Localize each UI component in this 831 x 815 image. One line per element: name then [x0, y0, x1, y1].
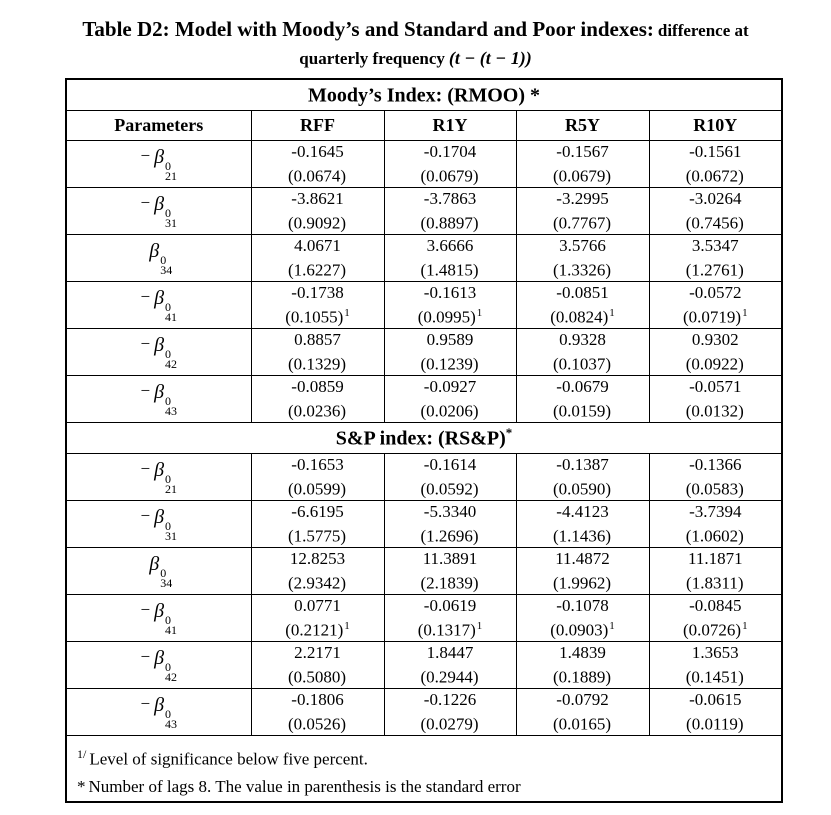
estimate-cell	[384, 375, 516, 422]
beta-symbol: β	[149, 240, 160, 262]
estimate-cell	[649, 547, 782, 594]
footnotes	[66, 735, 782, 802]
table-title	[0, 0, 831, 73]
std-error: (2.1839)	[420, 573, 479, 593]
coefficient: -0.1561	[689, 141, 742, 161]
std-error: (1.9962)	[552, 573, 612, 593]
coefficient: -0.0572	[689, 282, 742, 302]
section-header-row-sp	[66, 422, 782, 453]
coefficient: -4.4123	[556, 501, 609, 521]
table-row-sp-b34	[66, 547, 782, 594]
estimate-cell	[384, 187, 516, 234]
col-header-r1y: R1Y	[384, 110, 516, 140]
beta-indices: 0 31	[165, 206, 178, 230]
estimate-cell	[649, 641, 782, 688]
std-error: (0.0674)	[287, 166, 347, 186]
std-error: (0.5080)	[287, 667, 347, 687]
estimate-cell	[516, 187, 649, 234]
param-label-b43	[66, 375, 251, 422]
estimate-cell	[384, 547, 516, 594]
results-table	[65, 78, 783, 803]
std-error: (1.5775)	[287, 526, 347, 546]
std-error: (0.0206)	[420, 401, 479, 421]
significance-marker: 1	[344, 619, 350, 632]
beta-symbol: β	[154, 334, 165, 356]
estimate-cell	[251, 547, 384, 594]
footnote-marker: 1/	[77, 746, 87, 761]
coefficient: -0.1653	[291, 454, 344, 474]
std-error: (0.1451)	[685, 667, 744, 687]
beta-symbol: β	[149, 553, 160, 575]
beta-symbol: β	[154, 146, 165, 168]
coefficient: 1.4839	[559, 642, 606, 662]
estimate-cell	[251, 187, 384, 234]
beta-symbol: β	[154, 193, 165, 215]
estimate-cell	[251, 140, 384, 187]
beta-indices: 0 31	[165, 519, 178, 543]
title-main-text: Table D2: Model with Moody’s and Standard and Poor indexes:	[82, 17, 654, 41]
std-error: (0.0599)	[287, 479, 347, 499]
estimate-cell	[649, 594, 782, 641]
estimate-cell	[649, 328, 782, 375]
footnote-lags: * Number of lags 8. The value in parenthesis is the standard error	[77, 777, 521, 797]
coefficient: -3.2995	[556, 188, 609, 208]
coefficient: -0.1738	[291, 282, 344, 302]
footnote-marker: *	[77, 777, 86, 797]
std-error: $(0.2121)^1$	[285, 619, 350, 640]
param-label-b42	[66, 328, 251, 375]
significance-marker: 1	[609, 306, 615, 319]
estimate-cell	[251, 328, 384, 375]
std-error: (0.0922)	[685, 354, 744, 374]
coefficient: -5.3340	[423, 501, 477, 521]
std-error: (0.1239)	[420, 354, 479, 374]
std-error: (1.1436)	[552, 526, 612, 546]
std-error: (0.1037)	[552, 354, 612, 374]
std-error: (0.0159)	[552, 401, 612, 421]
std-error: $(0.0726)^1$	[682, 619, 748, 640]
coefficient: -0.1567	[556, 141, 609, 161]
param-label-b21	[66, 140, 251, 187]
title-line2-text: quarterly frequency	[299, 49, 445, 68]
coefficient: -0.0845	[689, 595, 742, 615]
coefficient: 3.5766	[559, 235, 606, 255]
coefficient: 3.5347	[691, 235, 739, 255]
beta-indices: 0 43	[165, 707, 178, 731]
col-header-r5y: R5Y	[516, 110, 649, 140]
estimate-cell	[649, 500, 782, 547]
coefficient: -6.6195	[291, 501, 344, 521]
std-error: $(0.0903)^1$	[550, 619, 615, 640]
estimate-cell	[516, 234, 649, 281]
section-header-row-moodys	[66, 79, 782, 110]
estimate-cell	[384, 281, 516, 328]
std-error: (0.1329)	[287, 354, 347, 374]
std-error: (0.9092)	[287, 213, 347, 233]
coefficient: 1.8447	[426, 642, 474, 662]
std-error: (0.0592)	[420, 479, 479, 499]
beta-symbol: β	[154, 381, 165, 403]
estimate-cell	[649, 375, 782, 422]
estimate-cell	[251, 594, 384, 641]
significance-marker: 1	[609, 619, 615, 632]
estimate-cell	[516, 140, 649, 187]
minus-sign: −	[140, 193, 151, 212]
std-error: (0.0119)	[686, 714, 744, 734]
coefficient: -0.0615	[689, 689, 742, 709]
param-label-b31	[66, 187, 251, 234]
std-error: (0.7767)	[552, 213, 612, 233]
std-error: $(0.0824)^1$	[550, 306, 615, 327]
coefficient: 11.1871	[687, 548, 743, 568]
param-label-b34	[66, 234, 251, 281]
estimate-cell	[384, 500, 516, 547]
std-error: (0.0590)	[552, 479, 612, 499]
estimate-cell	[516, 594, 649, 641]
std-error: $(0.0995)^1$	[417, 306, 483, 327]
minus-sign: −	[140, 459, 151, 478]
coefficient: -0.1806	[291, 689, 344, 709]
estimate-cell	[649, 281, 782, 328]
beta-symbol: β	[154, 459, 165, 481]
std-error: (1.3326)	[552, 260, 612, 280]
beta-indices: 0 21	[165, 159, 178, 183]
estimate-cell	[251, 375, 384, 422]
minus-sign: −	[140, 287, 151, 306]
estimate-cell	[649, 234, 782, 281]
coefficient: -3.7394	[689, 501, 742, 521]
std-error: (1.4815)	[420, 260, 479, 280]
table-row-sp-b21	[66, 453, 782, 500]
std-error: $(0.1055)^1$	[285, 306, 350, 327]
table-row-sp-b41	[66, 594, 782, 641]
coefficient: 4.0671	[294, 235, 341, 255]
coefficient: 0.0771	[294, 595, 341, 615]
table-row-sp-b42	[66, 641, 782, 688]
minus-sign: −	[140, 146, 151, 165]
title-line-2	[0, 45, 831, 73]
coefficient: 0.9302	[691, 329, 739, 349]
table-row-sp-b31	[66, 500, 782, 547]
coefficient: -0.0851	[556, 282, 609, 302]
estimate-cell	[384, 140, 516, 187]
table-row-moodys-b34	[66, 234, 782, 281]
std-error: (0.0236)	[287, 401, 347, 421]
coefficient: 12.8253	[289, 548, 346, 568]
estimate-cell	[649, 187, 782, 234]
coefficient: -0.1387	[556, 454, 609, 474]
coefficient: -0.1078	[556, 595, 609, 615]
beta-symbol: β	[154, 694, 165, 716]
std-error: (0.2944)	[420, 667, 479, 687]
estimate-cell	[516, 547, 649, 594]
std-error: (1.6227)	[287, 260, 347, 280]
beta-indices: 0 21	[165, 472, 178, 496]
coefficient: -0.0927	[423, 376, 477, 396]
std-error: (0.1889)	[552, 667, 612, 687]
significance-marker: 1	[476, 306, 483, 319]
std-error: (1.2761)	[685, 260, 744, 280]
coefficient: -0.1366	[689, 454, 742, 474]
coefficient: -0.0571	[689, 376, 742, 396]
beta-indices: 0 41	[165, 613, 178, 637]
std-error: (0.0679)	[552, 166, 612, 186]
col-header-r10y: R10Y	[649, 110, 782, 140]
title-math-expression: (t − (t − 1))	[448, 48, 532, 68]
estimate-cell	[516, 328, 649, 375]
std-error: (1.8311)	[686, 573, 744, 593]
beta-indices: 0 34	[160, 566, 173, 590]
param-label-b21	[66, 453, 251, 500]
minus-sign: −	[140, 506, 151, 525]
beta-indices: 0 34	[160, 253, 173, 277]
coefficient: -3.0264	[689, 188, 742, 208]
coefficient: -3.7863	[423, 188, 477, 208]
section-header-sp: S&P index: (RS&P)*	[66, 422, 782, 453]
beta-indices: 0 43	[165, 394, 178, 418]
estimate-cell	[516, 500, 649, 547]
estimate-cell	[384, 234, 516, 281]
beta-indices: 0 41	[165, 300, 178, 324]
estimate-cell	[251, 688, 384, 735]
estimate-cell	[384, 641, 516, 688]
param-label-b31	[66, 500, 251, 547]
estimate-cell	[384, 453, 516, 500]
estimate-cell	[384, 594, 516, 641]
estimate-cell	[251, 453, 384, 500]
beta-symbol: β	[154, 287, 165, 309]
coefficient: -0.1704	[423, 141, 477, 161]
std-error: $(0.1317)^1$	[417, 619, 483, 640]
estimate-cell	[251, 234, 384, 281]
coefficient: 11.4872	[555, 548, 610, 568]
footnotes-row	[66, 735, 782, 802]
std-error: (2.9342)	[287, 573, 347, 593]
minus-sign: −	[140, 647, 151, 666]
coefficient: 3.6666	[426, 235, 474, 255]
beta-indices: 0 42	[165, 347, 178, 371]
param-label-b43	[66, 688, 251, 735]
coefficient: -0.0859	[291, 376, 344, 396]
coefficient: 1.3653	[691, 642, 739, 662]
title-line1-suffix: difference at	[657, 21, 749, 40]
std-error: (0.0672)	[685, 166, 744, 186]
coefficient: -0.1614	[423, 454, 477, 474]
minus-sign: −	[140, 334, 151, 353]
minus-sign: −	[140, 600, 151, 619]
table-row-moodys-b41	[66, 281, 782, 328]
coefficient: -3.8621	[291, 188, 344, 208]
estimate-cell	[649, 453, 782, 500]
table-row-moodys-b31	[66, 187, 782, 234]
std-error: (0.0132)	[685, 401, 744, 421]
minus-sign: −	[140, 381, 151, 400]
beta-symbol: β	[154, 600, 165, 622]
table-row-moodys-b43	[66, 375, 782, 422]
estimate-cell	[251, 281, 384, 328]
table-row-sp-b43	[66, 688, 782, 735]
estimate-cell	[384, 328, 516, 375]
beta-symbol: β	[154, 647, 165, 669]
std-error: (0.0279)	[420, 714, 479, 734]
param-label-b41	[66, 281, 251, 328]
significance-marker: 1	[742, 306, 748, 319]
coefficient: 2.2171	[294, 642, 341, 662]
std-error: (0.0526)	[287, 714, 347, 734]
significance-marker: 1	[742, 619, 748, 632]
std-error: (0.0679)	[420, 166, 479, 186]
param-label-b34	[66, 547, 251, 594]
title-line-1	[0, 16, 831, 45]
estimate-cell	[516, 453, 649, 500]
estimate-cell	[384, 688, 516, 735]
estimate-cell	[251, 641, 384, 688]
estimate-cell	[516, 375, 649, 422]
param-label-b41	[66, 594, 251, 641]
col-header-rff: RFF	[251, 110, 384, 140]
coefficient: 0.9589	[426, 329, 474, 349]
estimate-cell	[516, 688, 649, 735]
std-error: (0.0165)	[552, 714, 612, 734]
estimate-cell	[516, 641, 649, 688]
table-row-moodys-b42	[66, 328, 782, 375]
std-error: (1.2696)	[420, 526, 479, 546]
significance-marker: 1	[476, 619, 483, 632]
beta-indices: 0 42	[165, 660, 178, 684]
std-error: (0.7456)	[685, 213, 744, 233]
coefficient: -0.0619	[423, 595, 477, 615]
estimate-cell	[251, 500, 384, 547]
coefficient: -0.1226	[423, 689, 477, 709]
section-header-sup: *	[505, 424, 513, 440]
column-header-row	[66, 110, 782, 140]
coefficient: 0.8857	[294, 329, 341, 349]
section-header-moodys: Moody’s Index: (RMOO) *	[66, 79, 782, 110]
col-header-parameters: Parameters	[66, 110, 251, 140]
std-error: (0.0583)	[685, 479, 744, 499]
coefficient: -0.0792	[556, 689, 609, 709]
estimate-cell	[649, 140, 782, 187]
beta-symbol: β	[154, 506, 165, 528]
coefficient: -0.0679	[556, 376, 609, 396]
param-label-b42	[66, 641, 251, 688]
minus-sign: −	[140, 694, 151, 713]
footnote-significance: $^{1/}$ Level of significance below five percent.	[77, 746, 368, 769]
std-error: (1.0602)	[685, 526, 744, 546]
coefficient: -0.1613	[423, 282, 477, 302]
significance-marker: 1	[344, 306, 350, 319]
table-row-moodys-b21	[66, 140, 782, 187]
coefficient: -0.1645	[291, 141, 344, 161]
std-error: (0.8897)	[420, 213, 479, 233]
coefficient: 0.9328	[559, 329, 606, 349]
estimate-cell	[649, 688, 782, 735]
std-error: $(0.0719)^1$	[682, 306, 748, 327]
coefficient: 11.3891	[422, 548, 478, 568]
estimate-cell	[516, 281, 649, 328]
